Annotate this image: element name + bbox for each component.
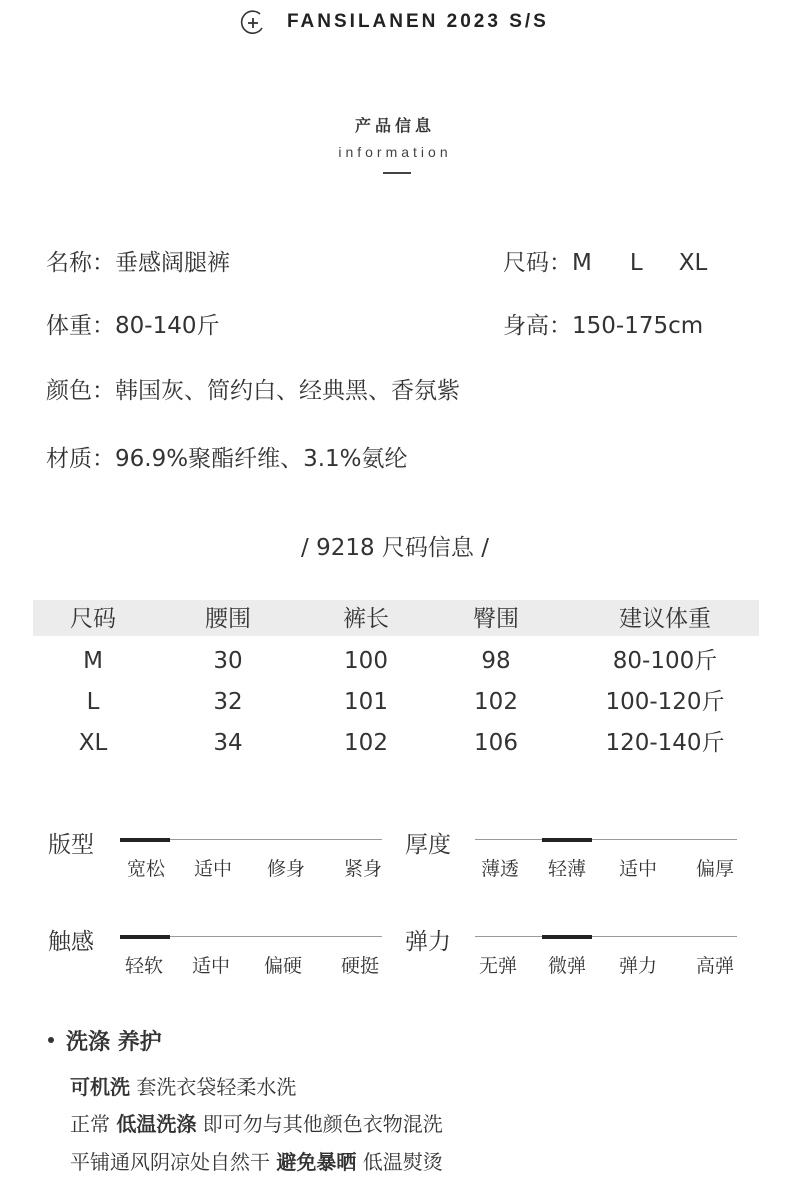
scale-elasticity-option: 无弹: [478, 955, 517, 977]
care-line-2-pre: 正常: [70, 1112, 117, 1136]
care-line-2-text: 即可勿与其他颜色衣物混洗: [196, 1112, 443, 1136]
info-size-l: L: [629, 250, 643, 276]
info-size-label: 尺码：: [503, 250, 572, 276]
table-row: [33, 683, 759, 724]
care-line-3-bold: 避免暴晒: [276, 1150, 357, 1174]
table-cell: 30: [213, 648, 243, 674]
section-divider: [383, 172, 411, 174]
info-color-value: 韩国灰、简约白、经典黑、香氛紫: [115, 378, 460, 404]
size-table: [33, 600, 759, 765]
scale-elasticity-label: 弹力: [405, 929, 451, 955]
header-waist: 腰围: [205, 606, 251, 632]
scale-thickness-label: 厚度: [405, 832, 451, 858]
size-table-header: [33, 600, 759, 636]
table-cell: 100-120斤: [605, 689, 725, 715]
info-size-m: M: [572, 250, 592, 276]
scale-thickness-track: [475, 839, 737, 840]
header-length: 裤长: [343, 606, 389, 632]
scale-touch-indicator: [120, 935, 170, 939]
table-cell: 80-100斤: [612, 648, 718, 674]
section-title: 产品信息: [354, 116, 435, 135]
scale-elasticity-track: [475, 936, 737, 937]
scale-thickness-option: 适中: [618, 858, 657, 880]
size-table-title: / 9218 尺码信息 /: [301, 535, 489, 561]
care-heading: [48, 1025, 162, 1056]
scale-thickness-option: 偏厚: [695, 858, 734, 880]
care-line-1: [70, 1071, 296, 1100]
table-cell: 101: [344, 689, 388, 715]
scale-fit-label: 版型: [48, 832, 94, 858]
table-cell: 102: [474, 689, 518, 715]
care-line-3-text: 低温熨烫: [356, 1150, 443, 1174]
brand-text: FANSILANEN 2023 S/S: [287, 11, 549, 32]
care-line-3: [70, 1146, 443, 1175]
info-size-xl: XL: [678, 250, 708, 276]
scale-fit-option: 适中: [193, 858, 232, 880]
table-cell: XL: [78, 730, 108, 756]
care-line-3-pre: 平铺通风阴凉处自然干: [70, 1150, 277, 1174]
table-row: [33, 642, 759, 683]
brand-header: [0, 8, 790, 38]
scale-elasticity-option: 微弹: [547, 955, 586, 977]
scale-touch-track: [120, 936, 382, 937]
info-name-label: 名称：: [46, 250, 115, 276]
table-row: [33, 724, 759, 765]
info-color-label: 颜色：: [46, 378, 115, 404]
care-line-1-bold: 可机洗: [70, 1075, 130, 1099]
info-name-value: 垂感阔腿裤: [115, 250, 230, 276]
scale-elasticity-option: 高弹: [695, 955, 734, 977]
info-material-label: 材质：: [46, 446, 115, 472]
scale-fit-option: 修身: [266, 858, 305, 880]
scale-fit: [48, 826, 388, 886]
scale-thickness-indicator: [542, 838, 592, 842]
section-subtitle: information: [338, 144, 452, 160]
table-cell: 34: [213, 730, 243, 756]
scale-touch-option: 轻软: [124, 955, 163, 977]
table-cell: M: [83, 648, 103, 674]
info-name: [46, 244, 230, 277]
header-size: 尺码: [70, 606, 116, 632]
table-cell: 32: [213, 689, 243, 715]
info-height-label: 身高：: [503, 313, 572, 339]
scale-touch-label: 触感: [48, 929, 94, 955]
scale-touch-option: 偏硬: [263, 955, 302, 977]
scale-thickness: [405, 826, 745, 886]
care-line-1-text: 套洗衣袋轻柔水洗: [130, 1075, 297, 1099]
scale-elasticity-option: 弹力: [618, 955, 657, 977]
scale-fit-option: 宽松: [126, 858, 165, 880]
scale-touch-option: 适中: [191, 955, 230, 977]
header-weight: 建议体重: [619, 606, 711, 632]
scale-elasticity: [405, 923, 745, 983]
scale-elasticity-indicator: [542, 935, 592, 939]
scale-touch: [48, 923, 388, 983]
table-cell: 106: [474, 730, 518, 756]
header-hip: 臀围: [473, 606, 519, 632]
info-weight: [46, 307, 219, 340]
scale-fit-track: [120, 839, 382, 840]
info-material: [46, 440, 408, 473]
info-height-value: 150-175cm: [572, 313, 704, 339]
info-color: [46, 372, 460, 405]
scale-thickness-option: 轻薄: [547, 858, 586, 880]
info-weight-label: 体重：: [46, 313, 115, 339]
info-size: [503, 244, 707, 277]
care-heading-text: 洗涤 养护: [66, 1030, 162, 1055]
care-line-2: [70, 1108, 443, 1137]
bullet-icon: [48, 1037, 54, 1043]
info-weight-value: 80-140斤: [115, 313, 220, 339]
scale-thickness-option: 薄透: [480, 858, 519, 880]
circle-plus-logo-icon: [240, 10, 266, 36]
table-cell: 98: [481, 648, 511, 674]
info-material-value: 96.9%聚酯纤维、3.1%氨纶: [115, 446, 408, 472]
table-cell: L: [86, 689, 100, 715]
scale-fit-option: 紧身: [343, 858, 382, 880]
table-cell: 120-140斤: [605, 730, 725, 756]
scale-touch-option: 硬挺: [340, 955, 379, 977]
table-cell: 100: [344, 648, 388, 674]
scale-fit-indicator: [120, 838, 170, 842]
info-height: [503, 307, 703, 340]
table-cell: 102: [344, 730, 388, 756]
care-line-2-bold: 低温洗涤: [116, 1112, 197, 1136]
